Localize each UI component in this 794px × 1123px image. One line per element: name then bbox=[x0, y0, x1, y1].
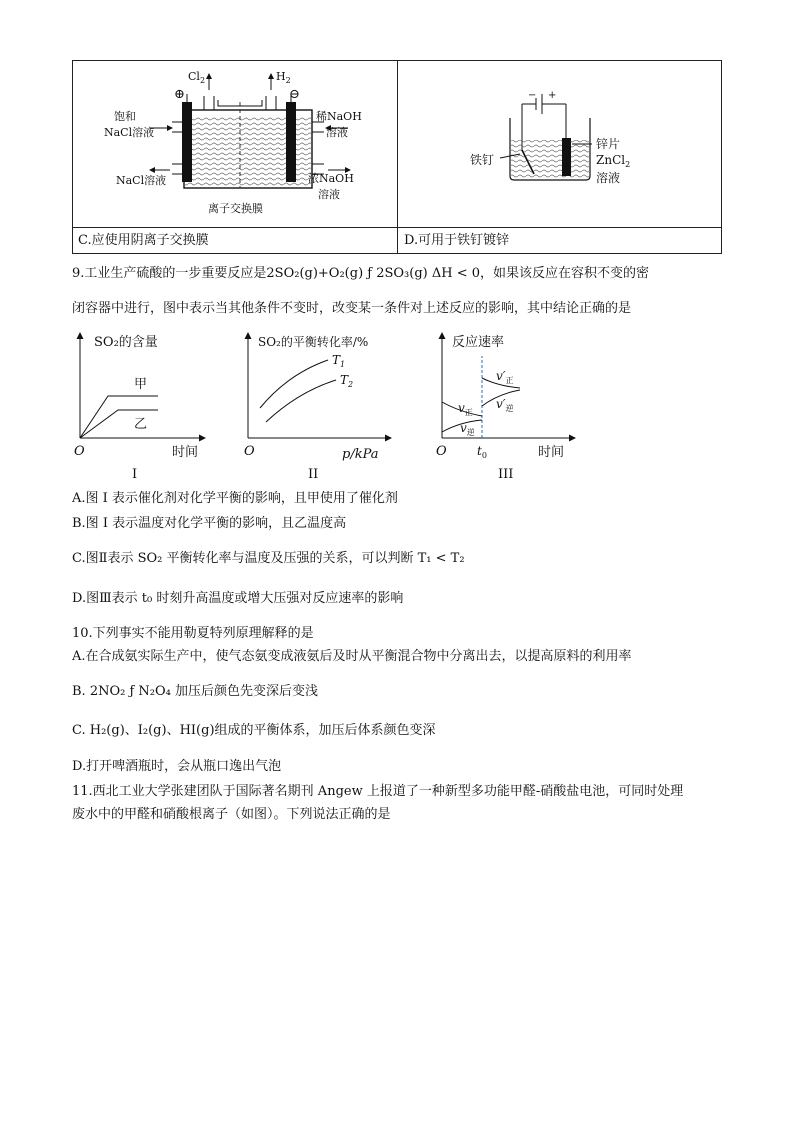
q11-stem-line-1: 11.西北工业大学张建团队于国际著名期刊 Angew 上报道了一种新型多功能甲醛-硝酸盐电池，可同时处理 bbox=[72, 784, 684, 799]
q9-stem-line-1: 9.工业生产硫酸的一步重要反应是2SO₂(g)+O₂(g) ƒ 2SO₃(g) ΔH < 0，如果该反应在容积不变的密 bbox=[72, 266, 650, 281]
graph-iii-origin: O bbox=[436, 444, 447, 459]
q10-option-d: D.打开啤酒瓶时，会从瓶口逸出气泡 bbox=[72, 759, 282, 774]
graph-ii-caption: II bbox=[308, 467, 319, 482]
left-inlet-label-1: 饱和 bbox=[114, 110, 136, 123]
solution-label: 溶液 bbox=[596, 171, 621, 185]
right-inlet-label-1: 稀NaOH bbox=[316, 110, 362, 123]
electrolysis-cell-figure bbox=[100, 66, 380, 226]
graph-i-curve-yi: 乙 bbox=[134, 417, 148, 432]
option-c-text: C.应使用阴离子交换膜 bbox=[78, 233, 209, 248]
q10-option-c: C. H₂(g)、I₂(g)、HI(g)组成的平衡体系，加压后体系颜色变深 bbox=[72, 723, 436, 738]
q9-option-a: A.图 I 表示催化剂对化学平衡的影响，且甲使用了催化剂 bbox=[72, 491, 398, 506]
membrane-label: 离子交换膜 bbox=[208, 202, 263, 215]
right-outlet-label-2: 溶液 bbox=[318, 188, 340, 201]
right-outlet-label-1: 浓NaOH bbox=[308, 172, 354, 185]
graph-iii bbox=[432, 328, 582, 483]
zncl2-label: ZnCl$_2$ bbox=[596, 153, 631, 169]
q10-stem: 10.下列事实不能用勒夏特列原理解释的是 bbox=[72, 626, 314, 641]
q11-stem-line-2: 废水中的甲醛和硝酸根离子（如图）。下列说法正确的是 bbox=[72, 807, 391, 822]
cl2-label: $Cl_2$ bbox=[188, 70, 206, 85]
battery-plus-icon: + bbox=[548, 90, 557, 101]
graph-iii-ylabel: 反应速率 bbox=[452, 335, 505, 350]
graph-iii-v-rev: $v_逆$ bbox=[460, 421, 475, 437]
graph-i-ylabel: SO₂的含量 bbox=[94, 335, 158, 350]
q10-option-b: B. 2NO₂ ƒ N₂O₄ 加压后颜色先变深后变浅 bbox=[72, 684, 318, 699]
graph-ii bbox=[238, 328, 398, 483]
left-outlet-label: NaCl溶液 bbox=[116, 174, 167, 187]
iron-nail-label: 铁钉 bbox=[470, 153, 495, 167]
graph-ii-t2-label: $T_2$ bbox=[340, 373, 354, 389]
zinc-plate-label: 锌片 bbox=[596, 137, 621, 151]
graph-ii-xlabel: p/kPa bbox=[342, 447, 379, 462]
q9-option-c: C.图Ⅱ表示 SO₂ 平衡转化率与温度及压强的关系，可以判断 T₁ < T₂ bbox=[72, 551, 465, 566]
graph-ii-origin: O bbox=[244, 444, 255, 459]
cathode-minus-icon: ⊖ bbox=[289, 87, 300, 102]
graph-ii-ylabel: SO₂的平衡转化率/% bbox=[258, 335, 369, 349]
graph-i-origin: O bbox=[74, 444, 85, 459]
electroplating-figure bbox=[470, 88, 670, 188]
graph-i-curve-jia: 甲 bbox=[134, 377, 148, 392]
q9-option-d: D.图Ⅲ表示 t₀ 时刻升高温度或增大压强对反应速率的影响 bbox=[72, 591, 404, 606]
h2-label: $H_2$ bbox=[276, 70, 291, 85]
graph-iii-v-fwd: $v_正$ bbox=[458, 401, 473, 417]
anode-plus-icon: ⊕ bbox=[174, 87, 185, 102]
right-inlet-label-2: 溶液 bbox=[326, 126, 348, 139]
graph-i bbox=[72, 328, 222, 483]
graph-iii-t0: $t_0$ bbox=[477, 444, 487, 460]
left-inlet-label-2: NaCl溶液 bbox=[104, 126, 155, 139]
graph-i-xlabel: 时间 bbox=[172, 445, 199, 460]
battery-minus-icon: − bbox=[528, 90, 537, 101]
graph-iii-xlabel: 时间 bbox=[538, 445, 565, 460]
q9-stem-line-2: 闭容器中进行，图中表示当其他条件不变时，改变某一条件对上述反应的影响，其中结论正确的是 bbox=[72, 301, 632, 316]
graph-i-caption: I bbox=[132, 467, 138, 482]
graph-iii-v-rev-prime: $v'_逆$ bbox=[496, 397, 514, 413]
graph-iii-caption: III bbox=[498, 467, 514, 482]
q9-option-b: B.图 I 表示温度对化学平衡的影响，且乙温度高 bbox=[72, 516, 347, 531]
option-d-text: D.可用于铁钉镀锌 bbox=[404, 233, 510, 248]
graph-iii-v-fwd-prime: $v'_正$ bbox=[496, 369, 514, 385]
q10-option-a: A.在合成氨实际生产中，使气态氨变成液氨后及时从平衡混合物中分离出去，以提高原料的利用率 bbox=[72, 649, 632, 664]
graph-ii-t1-label: $T_1$ bbox=[332, 353, 346, 369]
